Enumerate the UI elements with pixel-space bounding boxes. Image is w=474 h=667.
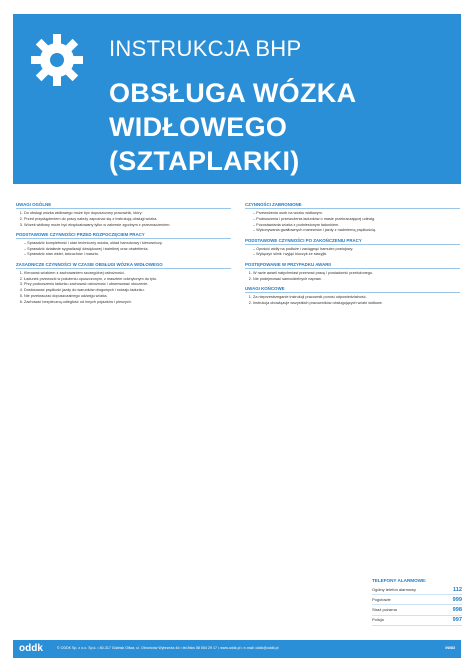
header-banner bbox=[13, 14, 461, 184]
list-item: – Pozostawiania wózka z podniesionym ładunkiem. bbox=[253, 223, 460, 228]
section-heading-failure: POSTĘPOWANIE W PRZYPADKU AWARII bbox=[245, 262, 460, 269]
list-item: 2. Przed przystąpieniem do pracy należy zapoznać się z instrukcją obsługi wózka. bbox=[24, 217, 231, 222]
list-item: 2. Instrukcja obowiązuje wszystkich pracowników obsługujących wózki widłowe. bbox=[253, 301, 460, 306]
section-heading-before-work: PODSTAWOWE CZYNNOŚCI PRZED ROZPOCZĘCIEM PRACY bbox=[16, 232, 231, 239]
phone-label: Straż pożarna bbox=[372, 606, 397, 612]
list-item: – Przewożenia osób na wózku widłowym. bbox=[253, 211, 460, 216]
list-item: 6. Zachować bezpieczną odległość od innych pojazdów i pieszych. bbox=[24, 300, 231, 305]
list-item: 3. Przy podnoszeniu ładunku zachować ostrożność i obserwować otoczenie. bbox=[24, 282, 231, 287]
phone-label: Policja bbox=[372, 617, 384, 623]
section-heading-after-work: PODSTAWOWE CZYNNOŚCI PO ZAKOŃCZENIU PRACY bbox=[245, 238, 460, 245]
gear-icon bbox=[27, 30, 87, 90]
phone-row bbox=[372, 616, 462, 626]
list-item: – Sprawdzić stan wideł, łańcuchów i masztu. bbox=[24, 252, 231, 257]
phone-number: 997 bbox=[452, 617, 462, 624]
section-heading-general: UWAGI OGÓLNE bbox=[16, 202, 231, 209]
footer-bar bbox=[13, 640, 461, 658]
left-column bbox=[16, 198, 231, 306]
right-column bbox=[245, 198, 460, 306]
phone-number: 112 bbox=[452, 586, 462, 593]
list-item: 1. Za nieprzestrzeganie instrukcji pracownik ponosi odpowiedzialność. bbox=[253, 295, 460, 300]
section-heading-forbidden: CZYNNOŚCI ZABRONIONE bbox=[245, 202, 460, 209]
title-line-2: (SZTAPLARKI) bbox=[109, 146, 300, 176]
title-line-1: OBSŁUGA WÓZKA WIDŁOWEGO bbox=[109, 78, 356, 142]
section-heading-during-work: ZASADNICZE CZYNNOŚCI W CZASIE OBSŁUGI WÓZKA WIDŁOWEGO bbox=[16, 262, 231, 269]
phone-number: 999 bbox=[452, 596, 462, 603]
list-item: 4. Dostosować prędkość jazdy do warunków drogowych i rodzaju ładunku. bbox=[24, 288, 231, 293]
emergency-phones bbox=[372, 578, 462, 626]
phone-label: Ogólny telefon alarmowy bbox=[372, 586, 417, 592]
list-item: 2. Nie podejmować samodzielnych napraw. bbox=[253, 277, 460, 282]
section-heading-final: UWAGI KOŃCOWE bbox=[245, 286, 460, 293]
logo-text: oddk bbox=[19, 643, 43, 654]
phone-number: 998 bbox=[452, 606, 462, 613]
page-title bbox=[109, 76, 461, 178]
phone-row bbox=[372, 605, 462, 615]
phone-row bbox=[372, 585, 462, 595]
list-item: – Podnoszenia i przewożenia ładunków o masie przekraczającej udźwig. bbox=[253, 217, 460, 222]
list-item: 1. Kierować wózkiem z zachowaniem szczególnej ostrożności. bbox=[24, 271, 231, 276]
list-item: – Sprawdzić kompletność i stan techniczny wózka, układ hamulcowy i kierowniczy. bbox=[24, 241, 231, 246]
list-item: 2. Ładunek przewozić w położeniu opuszczonym, z masztem odchylonym do tyłu. bbox=[24, 277, 231, 282]
list-item: – Wykonywania gwałtownych manewrów i jazdy z nadmierną prędkością. bbox=[253, 228, 460, 233]
phone-row bbox=[372, 595, 462, 605]
list-item: – Sprawdzić działanie sygnalizacji dźwiękowej i świetlnej oraz oświetlenia. bbox=[24, 247, 231, 252]
list-item: 5. Nie przekraczać dopuszczalnego udźwigu wózka. bbox=[24, 294, 231, 299]
list-item: – Opuścić widły na podłoże i zaciągnąć hamulec postojowy. bbox=[253, 247, 460, 252]
document-code: IN083 bbox=[445, 646, 455, 650]
list-item: 1. Do obsługi wózka widłowego może być dopuszczony pracownik, który: bbox=[24, 211, 231, 216]
list-item: – Wyłączyć silnik i wyjąć kluczyk ze stacyjki. bbox=[253, 252, 460, 257]
oddk-logo bbox=[19, 643, 43, 654]
phones-heading: TELEFONY ALARMOWE: bbox=[372, 578, 427, 583]
phone-label: Pogotowie bbox=[372, 596, 391, 602]
list-item: 1. W razie awarii natychmiast przerwać pracę i powiadomić przełożonego. bbox=[253, 271, 460, 276]
header-kicker: INSTRUKCJA BHP bbox=[109, 36, 302, 61]
footer-address: © ODDK Sp. z o.o. Sp.k. • 80-317 Gdańsk Oliwa, ul. Obrońców Wybrzeża 4d • tel./faks 58 554 29 17 • www.oddk.pl • e-mail: oddk@oddk.pl bbox=[57, 646, 279, 650]
list-item: 3. Wózek widłowy może być eksploatowany tylko w zakresie zgodnym z przeznaczeniem. bbox=[24, 223, 231, 228]
